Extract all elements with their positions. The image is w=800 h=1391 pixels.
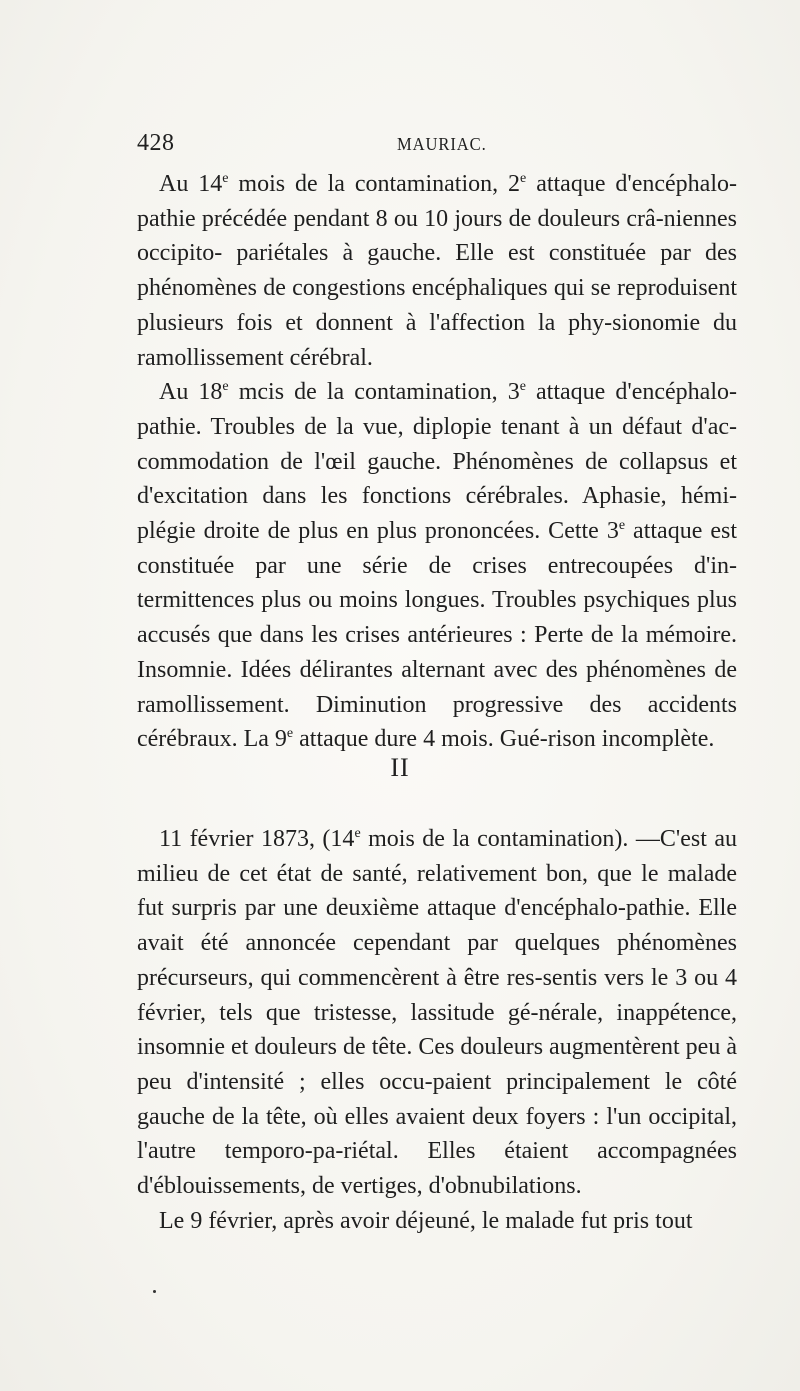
paragraph-1	[137, 167, 737, 375]
paragraph-2-sup-2: e	[519, 379, 526, 395]
paragraph-4-text-a: Le 9 février, après avoir déjeuné, le malade fut pris tout	[159, 1207, 693, 1234]
paragraph-3	[137, 822, 737, 1204]
paragraph-1-text-b: mois de la contamination, 2	[228, 171, 521, 197]
ink-speck	[153, 1290, 156, 1293]
paragraph-2-text-a: Au 18	[159, 379, 223, 406]
paragraph-1-text-a: Au 14	[159, 171, 223, 197]
paragraph-2-text-d: attaque est constituée par une série de crises entrecoupées d'in-termittences plus ou moins longues. Troubles psychiques plus accusés que dans les crises antérieures : Perte de la mémoire. Insomnie. Idées délirantes alternant avec des phénomènes de ramollissement. Diminution progressive des accidents cérébraux. La 9	[137, 518, 738, 753]
paragraph-1-text-c: attaque d'encéphalo-pathie précédée pendant 8 ou 10 jours de douleurs crâ-niennes occipito- pariétales à gauche. Elle est constituée par des phénomènes de congestions encéphaliques qui se reproduisent plusieurs fois et donnent à l'affection la phy-sionomie du ramollissement cérébral.	[137, 171, 737, 371]
paragraph-2-sup-1: e	[222, 379, 229, 395]
paragraph-4	[137, 1204, 737, 1239]
paragraph-1-sup-2: e	[520, 171, 527, 186]
paragraph-2-text-b: mcis de la contamination, 3	[228, 379, 520, 406]
paragraph-2	[137, 375, 737, 757]
section-numeral: II	[390, 753, 410, 782]
paragraph-2-text-e: attaque dure 4 mois. Gué-rison incomplète.	[293, 726, 715, 753]
paragraph-3-text-b: mois de la contamination). —C'est au milieu de cet état de santé, relativement bon, que le malade fut surpris par une deuxième attaque d'encéphalo-pathie. Elle avait été annoncée cependant par quelques phénomènes précurseurs, qui commencèrent à être res-sentis vers le 3 ou 4 février, tels que tristesse, lassitude gé-nérale, inappétence, insomnie et douleurs de tête. Ces douleurs augmentèrent peu à peu d'intensité ; elles occu-paient principalement le côté gauche de la tête, où elles avaient deux foyers : l'un occipital, l'autre temporo-pa-riétal. Elles étaient accompagnées d'éblouissements, de vertiges, d'obnubilations.	[137, 826, 737, 1200]
text-block-bottom	[137, 822, 737, 1238]
paragraph-3-text-a: 11 février 1873, (14	[159, 826, 355, 852]
page-number: 428	[137, 130, 175, 156]
paragraph-2-sup-3: e	[618, 518, 626, 534]
paragraph-1-sup-1: e	[222, 171, 229, 186]
paragraph-2-sup-4: e	[286, 726, 294, 742]
paragraph-2-text-c: attaque d'encéphalo-pathie. Troubles de la vue, diplopie tenant à un défaut d'ac-commodation de l'œil gauche. Phénomènes de collapsus et d'excitation dans les fonctions cérébrales. Aphasie, hémi-plégie droite de plus en plus prononcées. Cette 3	[137, 379, 737, 545]
running-head: MAURIAC.	[397, 134, 487, 154]
paragraph-3-sup-1: e	[354, 826, 361, 841]
text-block-top	[137, 167, 737, 757]
page-header	[137, 130, 737, 160]
